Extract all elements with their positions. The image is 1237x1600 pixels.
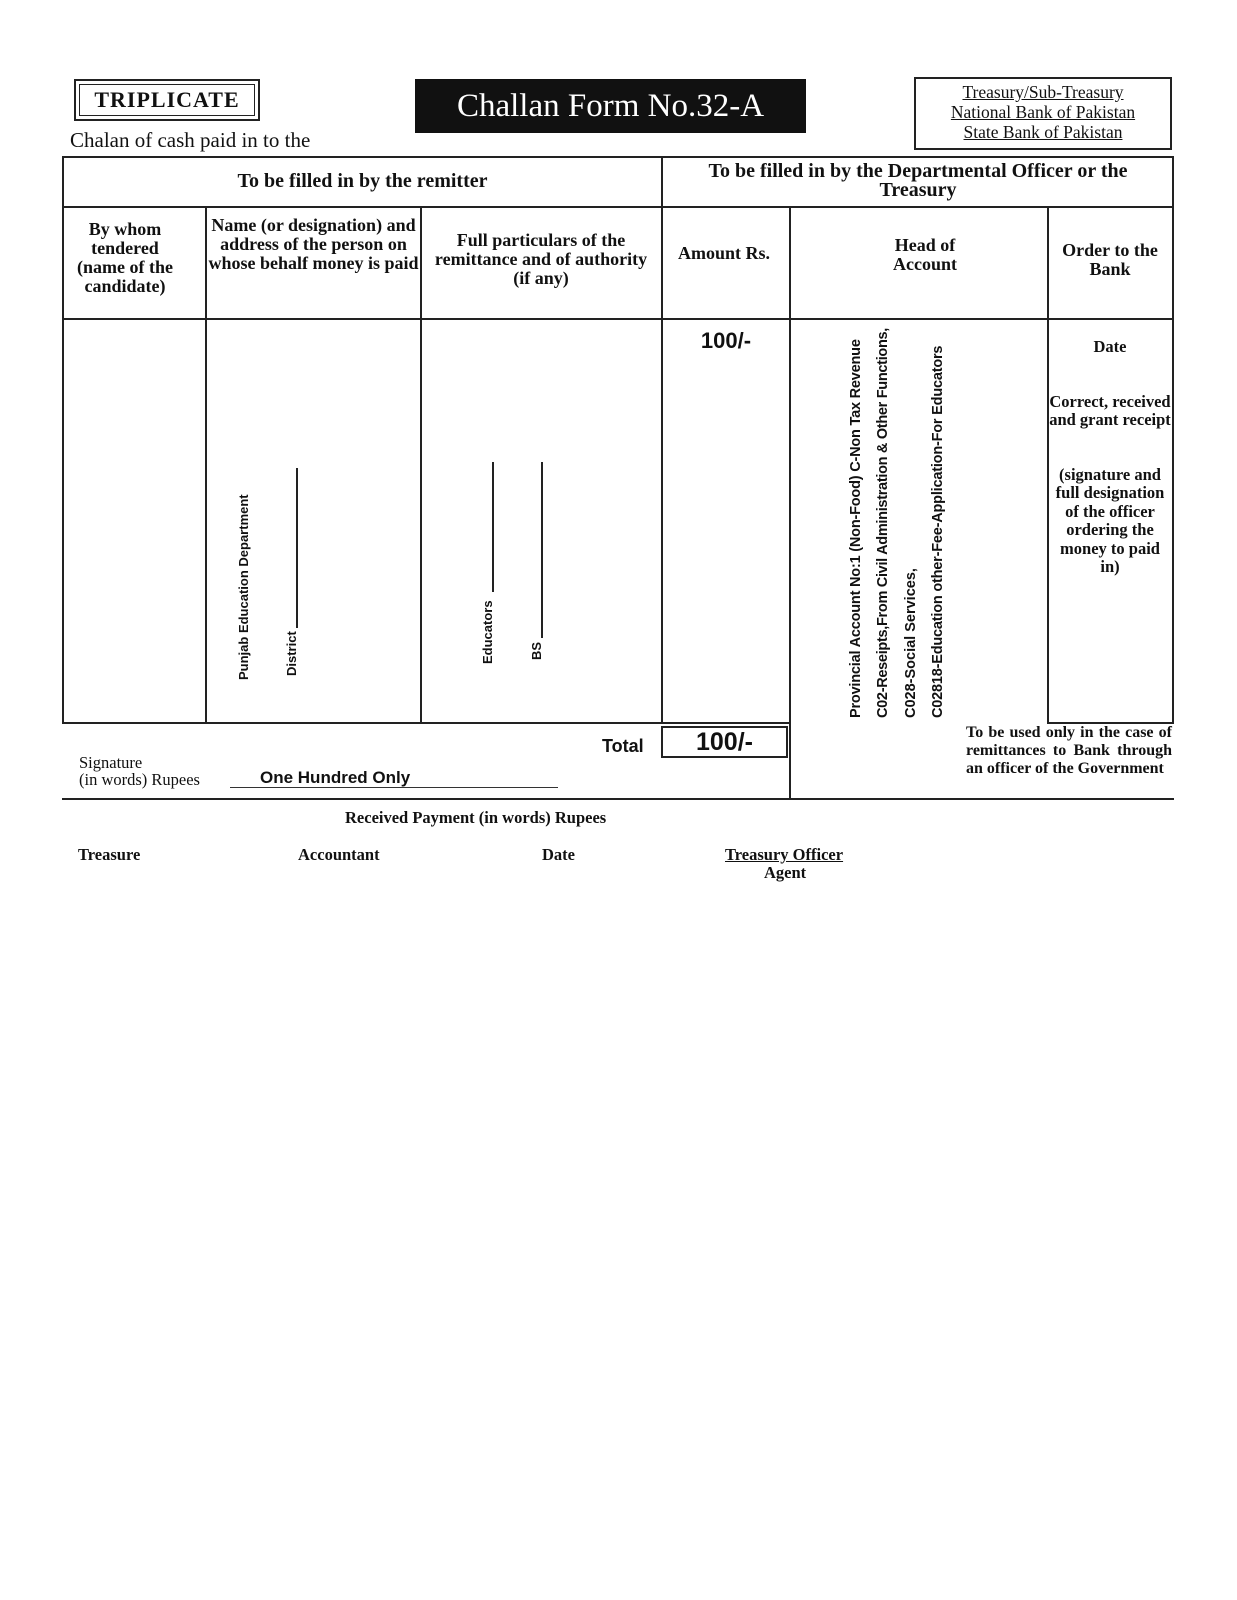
- total-value: 100/-: [696, 727, 753, 756]
- agent-label: Agent: [764, 863, 807, 882]
- copy-type-text: TRIPLICATE: [94, 87, 240, 112]
- col-divider: [420, 206, 422, 724]
- head-of-account-line: C028-Social Services,: [903, 568, 919, 718]
- department-label: Punjab Education Department: [236, 494, 251, 680]
- table-section-divider: [62, 206, 1174, 208]
- table-bottom-border: [62, 798, 1174, 800]
- district-fill-line: [296, 468, 298, 628]
- amount-in-words-value: One Hundred Only: [260, 768, 411, 787]
- order-to-bank-block: [1049, 338, 1171, 577]
- amount-value: 100/-: [700, 328, 752, 353]
- head-of-account-line: C02818-Education other-Fee-Application-For Educators: [930, 345, 946, 718]
- signature-label: Signature: [79, 753, 143, 772]
- table-body-bottom: [62, 722, 791, 724]
- treasury-option: State Bank of Pakistan: [963, 122, 1123, 142]
- col-header-particulars: Full particulars of the remittance and of authority (if any): [434, 230, 648, 288]
- accountant-label: Accountant: [298, 845, 380, 864]
- remitter-section-header: To be filled in by the remitter: [237, 170, 488, 192]
- educators-fill-line: [492, 462, 494, 592]
- treasury-option: Treasury/Sub-Treasury: [962, 82, 1124, 102]
- received-payment-label: Received Payment (in words) Rupees: [345, 808, 607, 827]
- table-header-divider: [62, 318, 1174, 320]
- col-header-name-address: Name (or designation) and address of the person on whose behalf money is paid: [208, 215, 419, 273]
- order-date-label: Date: [1093, 337, 1127, 356]
- amount-in-words-line: [230, 787, 558, 788]
- words-label: (in words) Rupees: [79, 770, 200, 789]
- table-top-border: [62, 156, 1174, 158]
- col-header-amount: Amount Rs.: [677, 243, 770, 263]
- table-right-border: [1172, 156, 1174, 724]
- col-header-head-of-account: Head of Account: [893, 235, 957, 274]
- bank-remittance-note: To be used only in the case of remittances to Bank through an officer of the Government: [966, 724, 1172, 777]
- col-divider: [789, 206, 791, 800]
- head-of-account-line: C02-Reseipts,From Civil Administration & Other Functions,: [875, 327, 891, 718]
- bs-fill-line: [541, 462, 543, 638]
- order-receipt-text: Correct, received and grant receipt: [1049, 391, 1171, 429]
- signature-block: [79, 754, 200, 788]
- form-title: Challan Form No.32-A: [415, 79, 806, 133]
- table-left-border: [62, 156, 64, 724]
- officer-section-header: To be filled in by the Departmental Officer or the Treasury: [708, 160, 1128, 201]
- treasure-label: Treasure: [78, 845, 141, 864]
- treasury-options-box: [914, 77, 1172, 150]
- treasury-officer-label: Treasury Officer: [725, 845, 844, 864]
- col-header-order-to-bank: Order to the Bank: [1062, 240, 1158, 279]
- date-label: Date: [542, 845, 575, 864]
- district-label: District: [284, 631, 299, 676]
- col-divider: [205, 206, 207, 724]
- order-signature-text: (signature and full designation of the officer ordering the money to paid in): [1055, 464, 1165, 576]
- treasury-option: National Bank of Pakistan: [950, 102, 1136, 122]
- head-of-account-line: Provincial Account No:1 (Non-Food) C-Non Tax Revenue: [848, 339, 864, 718]
- bs-label: BS: [529, 641, 544, 660]
- total-value-box: [661, 726, 788, 758]
- total-label: Total: [602, 736, 644, 756]
- copy-type-badge: [74, 79, 260, 121]
- chalan-intro-text: Chalan of cash paid in to the: [70, 128, 311, 152]
- section-divider-vertical: [661, 156, 663, 724]
- educators-label: Educators: [480, 600, 495, 664]
- col-header-tendered-by: By whom tendered (name of the candidate): [77, 219, 173, 296]
